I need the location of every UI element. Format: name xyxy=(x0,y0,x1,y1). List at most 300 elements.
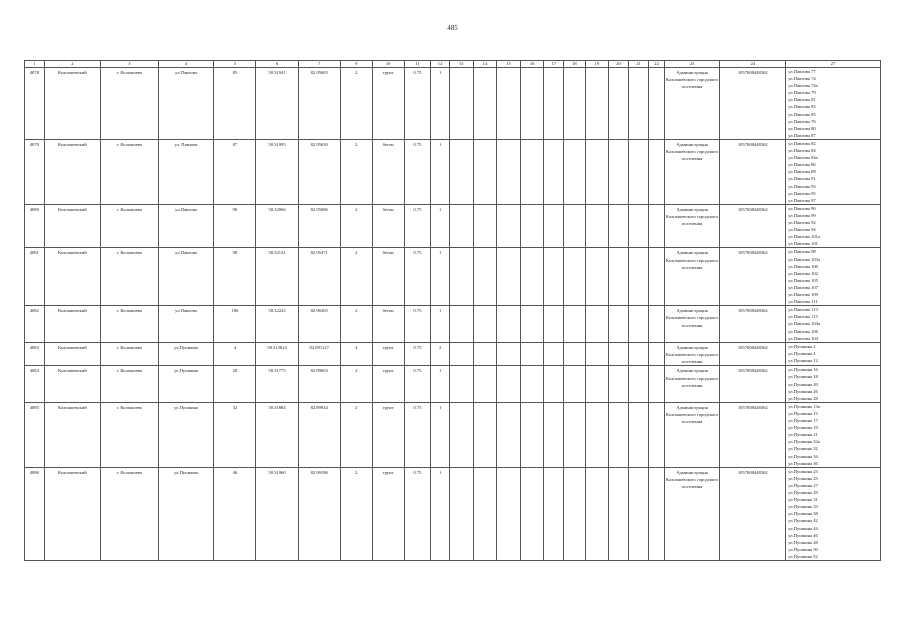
column-header: 16 xyxy=(520,61,544,68)
cell-street: ул.Пушкина xyxy=(158,366,214,403)
address-line: ул.Пушкина 20 xyxy=(788,381,818,387)
cell-id: 4079 xyxy=(25,140,45,205)
column-header: 1 xyxy=(25,61,45,68)
cell-addresses xyxy=(786,342,881,366)
cell-surface: грунт xyxy=(372,402,404,467)
cell-empty xyxy=(449,467,473,560)
header-row xyxy=(25,61,881,68)
address-line: ул.Павлова 91 xyxy=(788,176,816,182)
cell-surface: грунт xyxy=(372,366,404,403)
address-line: ул.Пушкина 42 xyxy=(788,518,818,524)
cell-lon: 82.89944 xyxy=(298,402,340,467)
cell-street: ул.Павлова xyxy=(158,204,214,248)
cell-empty xyxy=(649,68,664,140)
cell-empty xyxy=(520,402,544,467)
column-header: 18 xyxy=(564,61,586,68)
cell-empty xyxy=(585,366,609,403)
column-header: 14 xyxy=(473,61,497,68)
cell-id: 4080 xyxy=(25,204,45,248)
address-line: ул.Пушкина 48 xyxy=(788,539,818,545)
cell-count: 2 xyxy=(340,366,372,403)
cell-addresses xyxy=(786,140,881,205)
cell-lon: 82.90186 xyxy=(298,467,340,560)
cell-empty xyxy=(473,306,497,343)
address-line: ул.Пушкина 16 xyxy=(788,367,818,373)
cell-ogrn: 1057008448362 xyxy=(720,342,786,366)
cell-addresses xyxy=(786,248,881,306)
address-line: ул.Павлова 105 xyxy=(788,277,818,283)
cell-surface: грунт xyxy=(372,342,404,366)
address-line: ул.Павлова 113 xyxy=(788,307,818,313)
cell-surface: грунт xyxy=(372,467,404,560)
cell-qty: 1 xyxy=(431,306,450,343)
address-line: ул.Павлова 98 xyxy=(788,249,816,255)
cell-city: г. Колпашево xyxy=(101,366,159,403)
address-line: ул.Павлова 94 xyxy=(788,227,816,233)
cell-empty xyxy=(449,204,473,248)
cell-qty: 1 xyxy=(431,204,450,248)
cell-city: г. Колпашево xyxy=(101,204,159,248)
column-header: 11 xyxy=(404,61,431,68)
cell-count: 2 xyxy=(340,248,372,306)
address-line: ул.Пушкина 38 xyxy=(788,511,818,517)
address-line: ул.Павлова 84 xyxy=(788,148,816,154)
table-row xyxy=(25,68,881,140)
cell-lat: 58.32066 xyxy=(256,204,298,248)
cell-empty xyxy=(497,467,521,560)
cell-addresses xyxy=(786,68,881,140)
page-number: 485 xyxy=(447,24,458,32)
cell-empty xyxy=(585,140,609,205)
address-line: ул.Пушкина 52 xyxy=(788,553,818,559)
cell-street: ул. Павлова xyxy=(158,140,214,205)
cell-id: 4084 xyxy=(25,366,45,403)
cell-area: 0.75 xyxy=(404,248,431,306)
address-line: ул.Павлова 111 xyxy=(788,299,818,305)
cell-empty xyxy=(473,140,497,205)
cell-empty xyxy=(628,306,649,343)
cell-empty xyxy=(449,248,473,306)
address-line: ул.Павлова 86 xyxy=(788,162,816,168)
cell-lon: 82.95471 xyxy=(298,248,340,306)
table-row xyxy=(25,140,881,205)
cell-count: 2 xyxy=(340,204,372,248)
cell-area: 0.75 xyxy=(404,366,431,403)
registry-table xyxy=(24,60,881,561)
cell-ogrn: 1057008448362 xyxy=(720,204,786,248)
address-line: ул.Пушкина 2 xyxy=(788,343,816,349)
address-line: ул.Пушкина 26 xyxy=(788,388,818,394)
cell-count: 2 xyxy=(340,402,372,467)
cell-district: Колпашевский xyxy=(44,204,101,248)
cell-city: г. Колпашево xyxy=(101,402,159,467)
cell-ogrn: 1057008448362 xyxy=(720,306,786,343)
cell-count: 2 xyxy=(340,306,372,343)
cell-lon: 82.95630 xyxy=(298,140,340,205)
address-line: ул.Павлова 82 xyxy=(788,141,816,146)
cell-empty xyxy=(585,204,609,248)
address-line: ул.Павлова 84а xyxy=(788,155,818,161)
address-line: ул.Павлова 95 xyxy=(788,190,816,196)
cell-lon: 82.95683 xyxy=(298,68,340,140)
address-line: ул.Павлова 102 xyxy=(788,270,818,276)
cell-city: г. Колпашево xyxy=(101,248,159,306)
cell-district: Колпашевский xyxy=(44,306,101,343)
cell-empty xyxy=(564,467,586,560)
cell-lat: 58.31995 xyxy=(256,140,298,205)
cell-surface: грунт xyxy=(372,68,404,140)
cell-empty xyxy=(564,366,586,403)
cell-qty: 1 xyxy=(431,467,450,560)
cell-id: 4086 xyxy=(25,467,45,560)
cell-empty xyxy=(564,342,586,366)
cell-empty xyxy=(564,68,586,140)
column-header: 13 xyxy=(449,61,473,68)
address-line: ул.Павлова 92 xyxy=(788,220,816,226)
address-line: ул.Павлова 103а xyxy=(788,256,821,262)
cell-lat: 58.31884 xyxy=(256,402,298,467)
address-line: ул.Пушкина 27 xyxy=(788,482,818,488)
cell-num: 87 xyxy=(214,140,256,205)
cell-empty xyxy=(628,140,649,205)
cell-street: ул.Павлова xyxy=(158,248,214,306)
cell-ogrn: 1057008448362 xyxy=(720,467,786,560)
address-line: ул.Павлова 74 xyxy=(788,76,816,82)
cell-admin: Администрация Колпашевского городского поселения xyxy=(664,248,720,306)
cell-admin: Администрация Колпашевского городского поселения xyxy=(664,68,720,140)
cell-empty xyxy=(564,306,586,343)
cell-empty xyxy=(497,248,521,306)
cell-num: 85 xyxy=(214,68,256,140)
address-line: ул.Пушкина 31 xyxy=(788,497,818,503)
cell-empty xyxy=(520,306,544,343)
address-line: ул.Павлова 85 xyxy=(788,111,816,117)
cell-empty xyxy=(609,366,629,403)
cell-qty: 1 xyxy=(431,140,450,205)
address-line: ул.Павлова 90 xyxy=(788,205,816,211)
address-line: ул.Павлова 74а xyxy=(788,83,818,89)
cell-district: Колпашевский xyxy=(44,248,101,306)
cell-lat: 58.31775 xyxy=(256,366,298,403)
cell-surface: бетон xyxy=(372,306,404,343)
cell-empty xyxy=(473,366,497,403)
address-line: ул.Пушкина 12 xyxy=(788,357,818,363)
cell-city: г. Колпашево xyxy=(101,68,159,140)
table-row xyxy=(25,467,881,560)
cell-area: 0.75 xyxy=(404,467,431,560)
address-line: ул.Пушкина 36 xyxy=(788,460,818,466)
address-line: ул.Пушкина 34 xyxy=(788,453,818,459)
cell-empty xyxy=(449,366,473,403)
cell-id: 4085 xyxy=(25,402,45,467)
cell-empty xyxy=(609,306,629,343)
address-line: ул.Павлова 81 xyxy=(788,97,816,103)
cell-count: 4 xyxy=(340,342,372,366)
cell-empty xyxy=(544,467,564,560)
cell-num: 90 xyxy=(214,204,256,248)
column-header: 23 xyxy=(664,61,720,68)
cell-num: 32 xyxy=(214,402,256,467)
cell-district: Колпашевский xyxy=(44,402,101,467)
cell-lat: 58.32222 xyxy=(256,306,298,343)
cell-empty xyxy=(628,402,649,467)
column-header: 6 xyxy=(256,61,298,68)
address-line: ул.Павлова 80 xyxy=(788,125,816,131)
cell-empty xyxy=(497,306,521,343)
cell-empty xyxy=(649,366,664,403)
cell-empty xyxy=(609,402,629,467)
cell-lat: 58.32141 xyxy=(256,248,298,306)
address-line: ул.Пушкина 28 xyxy=(788,395,818,401)
cell-empty xyxy=(497,366,521,403)
cell-empty xyxy=(628,68,649,140)
address-line: ул.Павлова 87 xyxy=(788,132,816,138)
table-row xyxy=(25,366,881,403)
cell-id: 4082 xyxy=(25,306,45,343)
cell-num: 20 xyxy=(214,366,256,403)
cell-empty xyxy=(628,204,649,248)
cell-addresses xyxy=(786,402,881,467)
cell-lat: 58.315824 xyxy=(256,342,298,366)
cell-empty xyxy=(609,204,629,248)
cell-district: Колпашевский xyxy=(44,366,101,403)
cell-empty xyxy=(449,306,473,343)
cell-empty xyxy=(609,68,629,140)
address-line: ул.Пушкина 32а xyxy=(788,439,820,445)
cell-district: Колпашевский xyxy=(44,342,101,366)
column-header: 2 xyxy=(44,61,101,68)
cell-district: Колпашевский xyxy=(44,467,101,560)
cell-empty xyxy=(497,68,521,140)
cell-ogrn: 1057008448362 xyxy=(720,140,786,205)
address-line: ул.Павлова 99 xyxy=(788,212,816,218)
cell-empty xyxy=(649,248,664,306)
cell-empty xyxy=(473,204,497,248)
cell-area: 0.75 xyxy=(404,140,431,205)
address-line: ул.Пушкина 46 xyxy=(788,532,818,538)
column-header: 7 xyxy=(298,61,340,68)
cell-area: 0.75 xyxy=(404,204,431,248)
address-line: ул.Павлова 106 xyxy=(788,328,818,334)
cell-empty xyxy=(628,248,649,306)
cell-empty xyxy=(544,306,564,343)
cell-lon: 82.96365 xyxy=(298,306,340,343)
cell-addresses xyxy=(786,467,881,560)
cell-surface: бетон xyxy=(372,204,404,248)
cell-empty xyxy=(544,342,564,366)
cell-empty xyxy=(449,402,473,467)
cell-id: 4078 xyxy=(25,68,45,140)
cell-admin: Администрация Колпашевского городского поселения xyxy=(664,140,720,205)
address-line: ул.Пушкина 32 xyxy=(788,446,818,452)
cell-empty xyxy=(564,248,586,306)
cell-admin: Администрация Колпашевского городского поселения xyxy=(664,366,720,403)
cell-street: ул.Пушкина xyxy=(158,402,214,467)
cell-empty xyxy=(564,402,586,467)
column-header: 24 xyxy=(720,61,786,68)
column-header: 4 xyxy=(158,61,214,68)
cell-qty: 1 xyxy=(431,68,450,140)
cell-admin: Администрация Колпашевского городского поселения xyxy=(664,204,720,248)
cell-empty xyxy=(609,467,629,560)
cell-empty xyxy=(473,467,497,560)
address-line: ул.Павлова 104 xyxy=(788,335,818,341)
cell-street: ул.Пушкина xyxy=(158,467,214,560)
column-header: 10 xyxy=(372,61,404,68)
cell-empty xyxy=(473,248,497,306)
address-line: ул.Пушкина 23 xyxy=(788,468,818,474)
cell-empty xyxy=(649,204,664,248)
address-line: ул.Павлова 100 xyxy=(788,263,818,269)
cell-empty xyxy=(520,342,544,366)
cell-num: 98 xyxy=(214,248,256,306)
cell-city: г. Колпашево xyxy=(101,140,159,205)
cell-city: г. Колпашево xyxy=(101,467,159,560)
cell-admin: Администрация Колпашевского городского поселения xyxy=(664,402,720,467)
column-header: 15 xyxy=(497,61,521,68)
cell-empty xyxy=(544,68,564,140)
cell-area: 0.75 xyxy=(404,306,431,343)
cell-empty xyxy=(628,366,649,403)
address-line: ул.Павлова 109 xyxy=(788,292,818,298)
cell-ogrn: 1057008448362 xyxy=(720,68,786,140)
cell-qty: 1 xyxy=(431,366,450,403)
cell-empty xyxy=(585,248,609,306)
column-header: 5 xyxy=(214,61,256,68)
address-line: ул.Павлова 76 xyxy=(788,118,816,124)
cell-empty xyxy=(497,204,521,248)
cell-empty xyxy=(520,204,544,248)
cell-empty xyxy=(449,342,473,366)
table-row xyxy=(25,204,881,248)
cell-count: 2 xyxy=(340,140,372,205)
cell-empty xyxy=(585,306,609,343)
cell-area: 0.75 xyxy=(404,68,431,140)
cell-count: 2 xyxy=(340,68,372,140)
address-line: ул.Павлова 104а xyxy=(788,321,821,327)
address-line: ул.Пушкина 50 xyxy=(788,546,818,552)
cell-empty xyxy=(473,402,497,467)
cell-empty xyxy=(520,366,544,403)
cell-id: 4081 xyxy=(25,248,45,306)
address-line: ул.Пушкина 29 xyxy=(788,490,818,496)
table-row xyxy=(25,402,881,467)
cell-empty xyxy=(564,140,586,205)
cell-empty xyxy=(544,204,564,248)
cell-addresses xyxy=(786,306,881,343)
cell-empty xyxy=(585,467,609,560)
address-line: ул.Пушкина 18 xyxy=(788,374,818,380)
address-line: ул.Павлова 88 xyxy=(788,169,816,175)
cell-ogrn: 1057008448362 xyxy=(720,402,786,467)
cell-empty xyxy=(609,342,629,366)
cell-empty xyxy=(609,140,629,205)
address-line: ул.Пушкина 4 xyxy=(788,350,816,356)
cell-empty xyxy=(520,248,544,306)
cell-empty xyxy=(649,306,664,343)
cell-empty xyxy=(473,68,497,140)
cell-empty xyxy=(497,140,521,205)
cell-empty xyxy=(649,140,664,205)
cell-empty xyxy=(520,140,544,205)
cell-empty xyxy=(585,342,609,366)
address-line: ул.Пушкина 19 xyxy=(788,425,818,431)
column-header: 27 xyxy=(786,61,881,68)
cell-empty xyxy=(497,342,521,366)
cell-lon: 82.95686 xyxy=(298,204,340,248)
cell-empty xyxy=(649,402,664,467)
column-header: 17 xyxy=(544,61,564,68)
cell-district: Колпашевский xyxy=(44,140,101,205)
cell-qty: 2 xyxy=(431,342,450,366)
cell-ogrn: 1057008448362 xyxy=(720,248,786,306)
cell-id: 4083 xyxy=(25,342,45,366)
cell-empty xyxy=(544,248,564,306)
cell-count: 2 xyxy=(340,467,372,560)
cell-city: г. Колпашево xyxy=(101,306,159,343)
cell-addresses xyxy=(786,366,881,403)
address-line: ул.Павлова 83 xyxy=(788,104,816,110)
address-line: ул.Пушкина 44 xyxy=(788,525,818,531)
column-header: 21 xyxy=(628,61,649,68)
cell-admin: Администрация Колпашевского городского поселения xyxy=(664,306,720,343)
table-row xyxy=(25,306,881,343)
address-line: ул.Пушкина 25 xyxy=(788,475,818,481)
table-row xyxy=(25,342,881,366)
table-row xyxy=(25,248,881,306)
cell-street: ул.Павлова xyxy=(158,68,214,140)
cell-empty xyxy=(449,140,473,205)
address-line: ул.Павлова 107 xyxy=(788,284,818,290)
cell-lat: 58.31960 xyxy=(256,467,298,560)
address-line: ул.Пушкина 13а xyxy=(788,403,820,409)
cell-qty: 1 xyxy=(431,402,450,467)
cell-qty: 1 xyxy=(431,248,450,306)
address-line: ул.Павлова 97 xyxy=(788,197,816,203)
cell-city: г. Колпашево xyxy=(101,342,159,366)
cell-street: ул.Пушкина xyxy=(158,342,214,366)
column-header: 12 xyxy=(431,61,450,68)
cell-num: 4 xyxy=(214,342,256,366)
address-line: ул.Павлова 77 xyxy=(788,69,816,74)
cell-num: 46 xyxy=(214,467,256,560)
cell-surface: бетон xyxy=(372,248,404,306)
cell-empty xyxy=(628,467,649,560)
cell-empty xyxy=(544,366,564,403)
column-header: 20 xyxy=(609,61,629,68)
cell-area: 0.75 xyxy=(404,402,431,467)
cell-admin: Администрация Колпашевского городского поселения xyxy=(664,467,720,560)
cell-empty xyxy=(649,467,664,560)
cell-empty xyxy=(520,68,544,140)
cell-empty xyxy=(585,68,609,140)
cell-empty xyxy=(585,402,609,467)
cell-addresses xyxy=(786,204,881,248)
cell-num: 106 xyxy=(214,306,256,343)
cell-empty xyxy=(564,204,586,248)
cell-empty xyxy=(449,68,473,140)
cell-district: Колпашевский xyxy=(44,68,101,140)
column-header: 19 xyxy=(585,61,609,68)
cell-area: 0.75 xyxy=(404,342,431,366)
cell-street: ул.Павлова xyxy=(158,306,214,343)
address-line: ул.Пушкина 33 xyxy=(788,504,818,510)
cell-empty xyxy=(520,467,544,560)
cell-lon: 82.891127 xyxy=(298,342,340,366)
address-line: ул.Пушкина 17 xyxy=(788,418,818,424)
cell-lon: 82.89603 xyxy=(298,366,340,403)
cell-surface: бетон xyxy=(372,140,404,205)
